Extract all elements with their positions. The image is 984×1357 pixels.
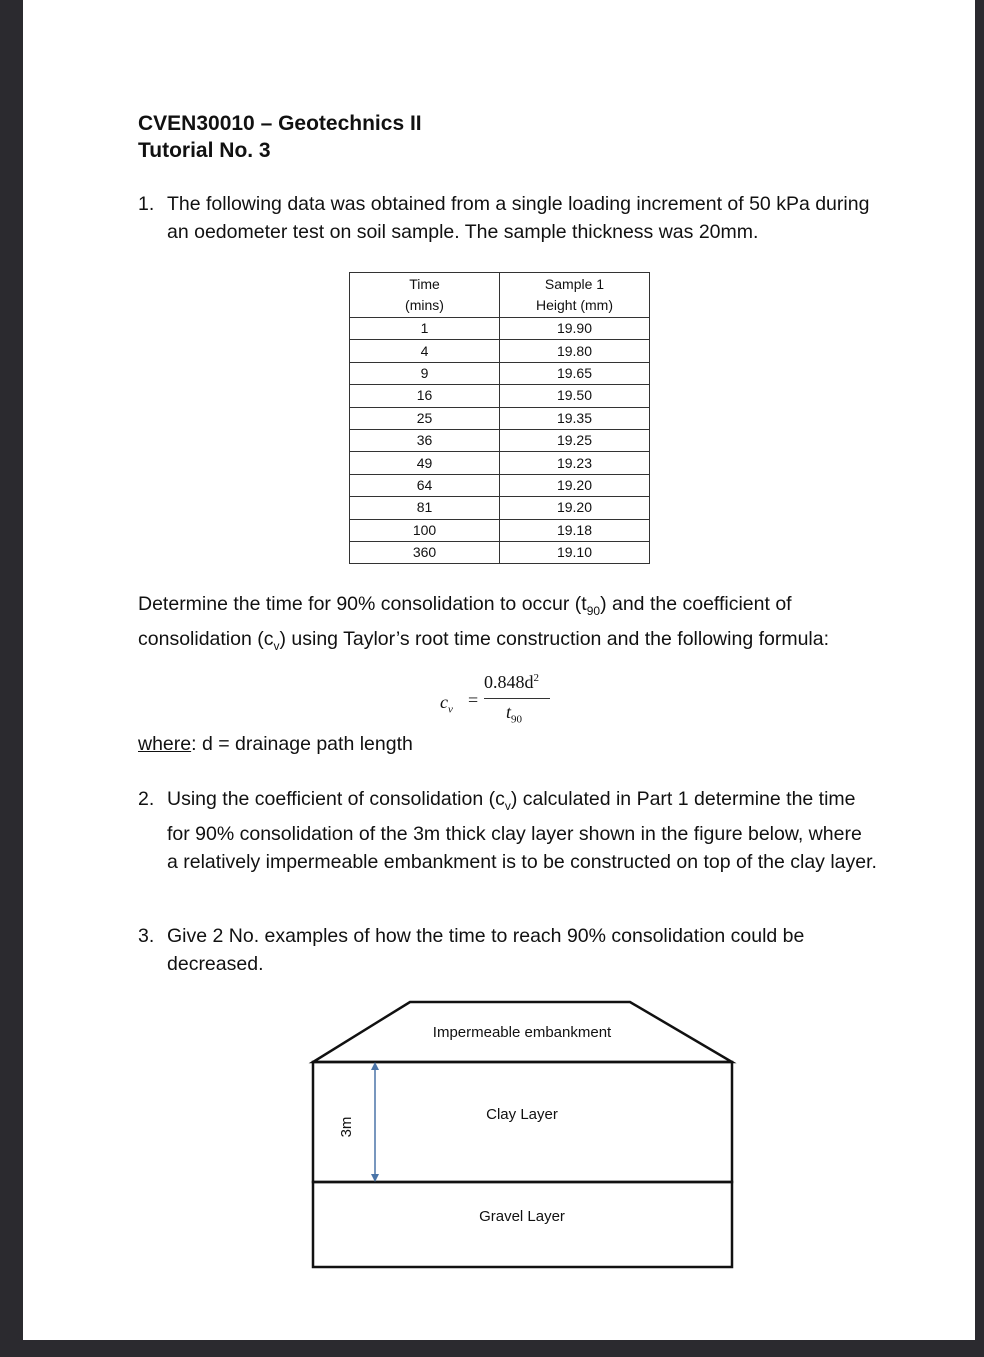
gravel-label: Gravel Layer bbox=[479, 1208, 565, 1225]
height-cell: 19.10 bbox=[500, 541, 650, 563]
tutorial-title: Tutorial No. 3 bbox=[138, 139, 271, 162]
time-cell: 81 bbox=[350, 497, 500, 519]
question-3: 3. Give 2 No. examples of how the time to reach 90% consolidation could be decreased. bbox=[138, 925, 805, 975]
header-time: Time (mins) bbox=[350, 273, 500, 318]
time-cell: 16 bbox=[350, 385, 500, 407]
height-cell: 19.90 bbox=[500, 318, 650, 340]
height-cell: 19.35 bbox=[500, 407, 650, 429]
time-cell: 64 bbox=[350, 474, 500, 496]
height-cell: 19.20 bbox=[500, 474, 650, 496]
question-text: The following data was obtained from a single loading increment of 50 kPa during an oedometer test on soil sample. The sample thickness was 20mm. bbox=[167, 193, 870, 243]
clay-label: Clay Layer bbox=[486, 1106, 558, 1123]
height-cell: 19.65 bbox=[500, 362, 650, 384]
time-cell: 49 bbox=[350, 452, 500, 474]
where-text: where: d = drainage path length bbox=[138, 733, 413, 755]
height-cell: 19.80 bbox=[500, 340, 650, 362]
height-cell: 19.20 bbox=[500, 497, 650, 519]
time-cell: 25 bbox=[350, 407, 500, 429]
time-cell: 360 bbox=[350, 541, 500, 563]
course-title: CVEN30010 – Geotechnics II bbox=[138, 112, 422, 135]
height-cell: 19.23 bbox=[500, 452, 650, 474]
height-cell: 19.50 bbox=[500, 385, 650, 407]
height-cell: 19.18 bbox=[500, 519, 650, 541]
height-cell: 19.25 bbox=[500, 429, 650, 451]
determine-text: Determine the time for 90% consolidation to occur $(t_{90})$ and the coefficient of consolidation $(c_v)$ using Taylor’s root time construction and the following formula: bbox=[138, 593, 830, 653]
time-cell: 100 bbox=[350, 519, 500, 541]
header-height: Sample 1 Height (mm) bbox=[500, 273, 650, 318]
question-2: 2. Using the coefficient of consolidation $(c_v)$ calculated in Part 1 determine the time for 90% consolidation of the 3m thick clay layer shown in the figure below, where a relatively impermeable embankment is to be constructed on top of the clay layer. bbox=[138, 788, 877, 873]
embankment-label: Impermeable embankment bbox=[432, 1024, 612, 1041]
time-cell: 1 bbox=[350, 318, 500, 340]
time-cell: 36 bbox=[350, 429, 500, 451]
time-cell: 4 bbox=[350, 340, 500, 362]
thickness-label: 3m bbox=[338, 1116, 355, 1138]
time-cell: 9 bbox=[350, 362, 500, 384]
question-number: 1. bbox=[138, 193, 155, 215]
